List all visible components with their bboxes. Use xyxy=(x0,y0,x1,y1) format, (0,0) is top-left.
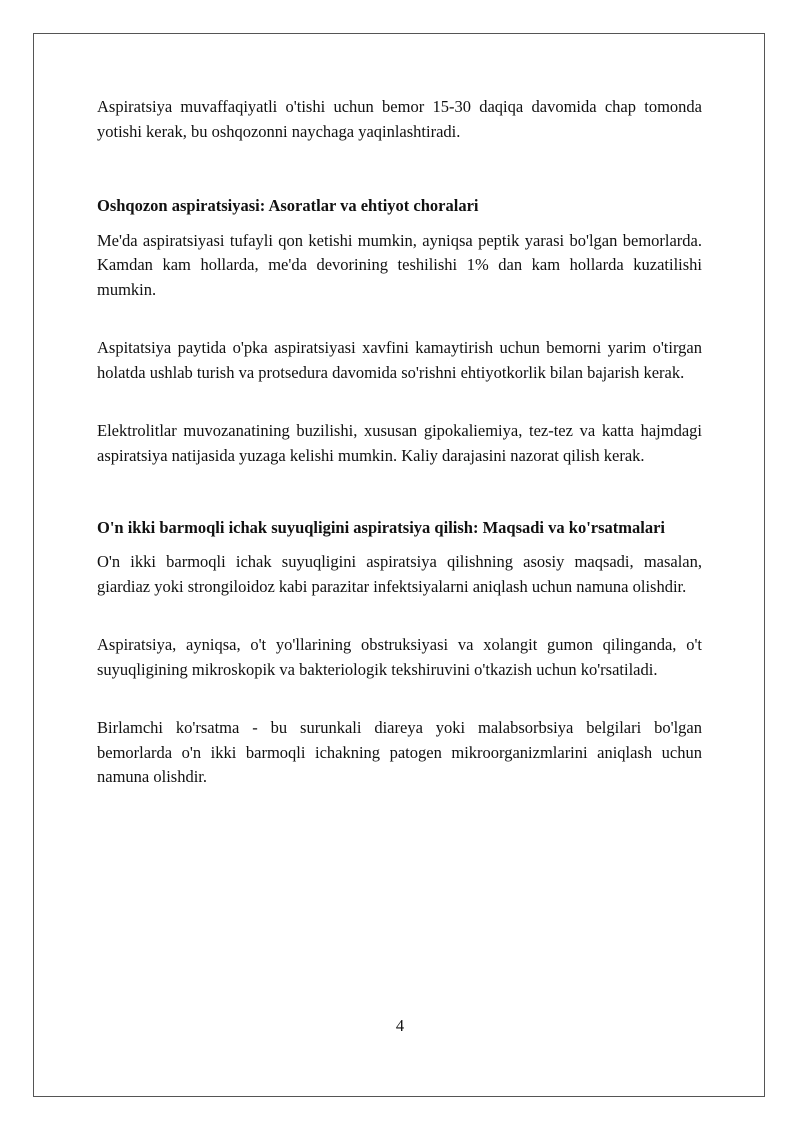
paragraph: Aspitatsiya paytida o'pka aspiratsiyasi xavfini kamaytirish uchun bemorni yarim o'tirgan holatda ushlab turish va protsedura davomida so'rishni ehtiyotkorlik bilan bajarish kerak. xyxy=(97,338,702,382)
paragraph: O'n ikki barmoqli ichak suyuqligini aspiratsiya qilishning asosiy maqsadi, masalan, giardiaz yoki strongiloidoz kabi parazitar infektsiyalarni aniqlash uchun namuna olishdir. xyxy=(97,552,702,596)
paragraph: Aspiratsiya muvaffaqiyatli o'tishi uchun bemor 15-30 daqiqa davomida chap tomonda yotishi kerak, bu oshqozonni naychaga yaqinlashtiradi. xyxy=(97,97,702,141)
page-content xyxy=(97,95,702,790)
paragraph: Aspiratsiya, ayniqsa, o't yo'llarining obstruksiyasi va xolangit gumon qilinganda, o't suyuqligining mikroskopik va bakteriologik tekshiruvini o'tkazish uchun ko'rsatiladi. xyxy=(97,635,702,679)
section-heading: O'n ikki barmoqli ichak suyuqligini aspiratsiya qilish: Maqsadi va ko'rsatmalari xyxy=(97,518,666,537)
paragraph: Birlamchi ko'rsatma - bu surunkali diareya yoki malabsorbsiya belgilari bo'lgan bemorlarda o'n ikki barmoqli ichakning patogen mikroorganizmlarini aniqlash uchun namuna olishdir. xyxy=(97,718,702,786)
paragraph: Me'da aspiratsiyasi tufayli qon ketishi mumkin, ayniqsa peptik yarasi bo'lgan bemorlarda. Kamdan kam hollarda, me'da devorining teshilishi 1% dan kam hollarda kuzatilishi mumkin. xyxy=(97,230,702,299)
paragraph: Elektrolitlar muvozanatining buzilishi, xususan gipokaliemiya, tez-tez va katta hajmdagi aspiratsiya natijasida yuzaga kelishi mumkin. Kaliy darajasini nazorat qilish kerak. xyxy=(97,421,702,465)
page-number: 4 xyxy=(395,1016,405,1035)
section-heading: Oshqozon aspiratsiyasi: Asoratlar va ehtiyot choralari xyxy=(97,196,479,215)
